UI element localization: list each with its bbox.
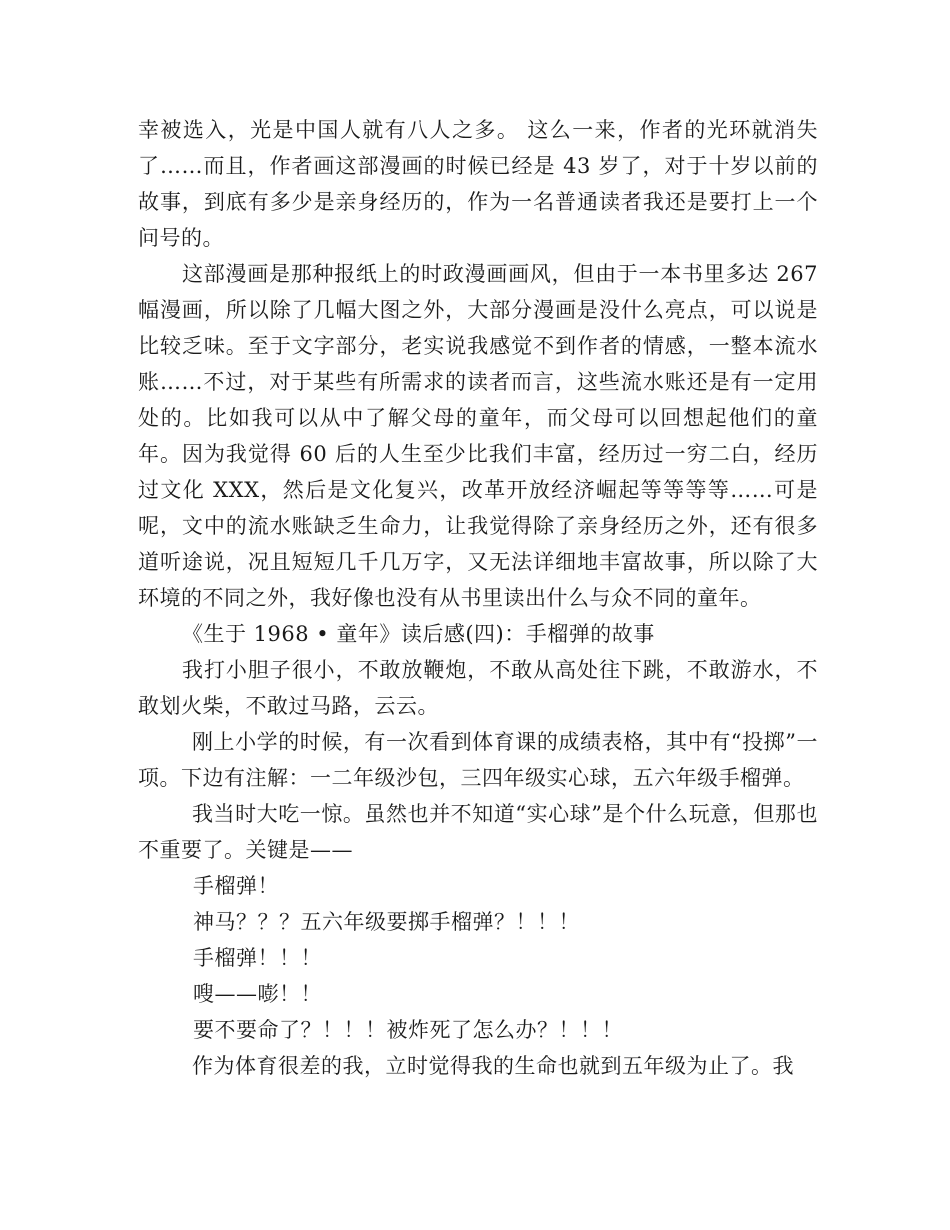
paragraph-comic-style: 这部漫画是那种报纸上的时政漫画画风，但由于一本书里多达 267 幅漫画，所以除了几幅大图之外，大部分漫画是没什么亮点，可以说是比较乏味。至于文字部分，老实说我感觉不到作者的情感，一整本流水账……不过，对于某些有所需求的读者而言，这些流水账还是有一定用处的。比如我可以从中了解父母的童年，而父母可以回想起他们的童年。因为我觉得 60 后的人生至少比我们丰富，经历过一穷二白，经历过文化 XXX，然后是文化复兴，改革开放经济崛起等等等等……可是呢，文中的流水账缺乏生命力，让我觉得除了亲身经历之外，还有很多道听途说，况且短短几千几万字，又无法详细地丰富故事，所以除了大环境的不同之外，我好像也没有从书里读出什么与众不同的童年。	[138, 262, 818, 610]
exclaim-line-1: 手榴弹！	[193, 874, 279, 898]
exclaim-line-3: 手榴弹！！！	[193, 946, 322, 970]
paragraph-closing: 作为体育很差的我，立时觉得我的生命也就到五年级为止了。我	[192, 1054, 794, 1078]
document-body	[138, 112, 818, 1084]
section-title: 《生于 1968 • 童年》读后感(四)：手榴弹的故事	[182, 622, 655, 646]
exclaim-line-4: 嗖——嘭！！	[193, 982, 322, 1006]
exclaim-line-2: 神马？？？五六年级要掷手榴弹？！！！	[193, 910, 580, 934]
paragraph-timid: 我打小胆子很小，不敢放鞭炮，不敢从高处往下跳，不敢游水，不敢划火柴，不敢过马路，云云。	[138, 658, 818, 718]
paragraph-opening: 幸被选入，光是中国人就有八人之多。 这么一来，作者的光环就消失了……而且，作者画这部漫画的时候已经是 43 岁了，对于十岁以前的故事，到底有多少是亲身经历的，作为一名普通读者我还是要打上一个问号的。	[138, 118, 818, 250]
paragraph-surprise: 我当时大吃一惊。虽然也并不知道“实心球”是个什么玩意，但那也不重要了。关键是——	[138, 802, 818, 862]
exclaim-line-5: 要不要命了？！！！被炸死了怎么办？！！！	[193, 1018, 623, 1042]
paragraph-pe-table: 刚上小学的时候，有一次看到体育课的成绩表格，其中有“投掷”一项。下边有注解：一二年级沙包，三四年级实心球，五六年级手榴弹。	[138, 730, 818, 790]
